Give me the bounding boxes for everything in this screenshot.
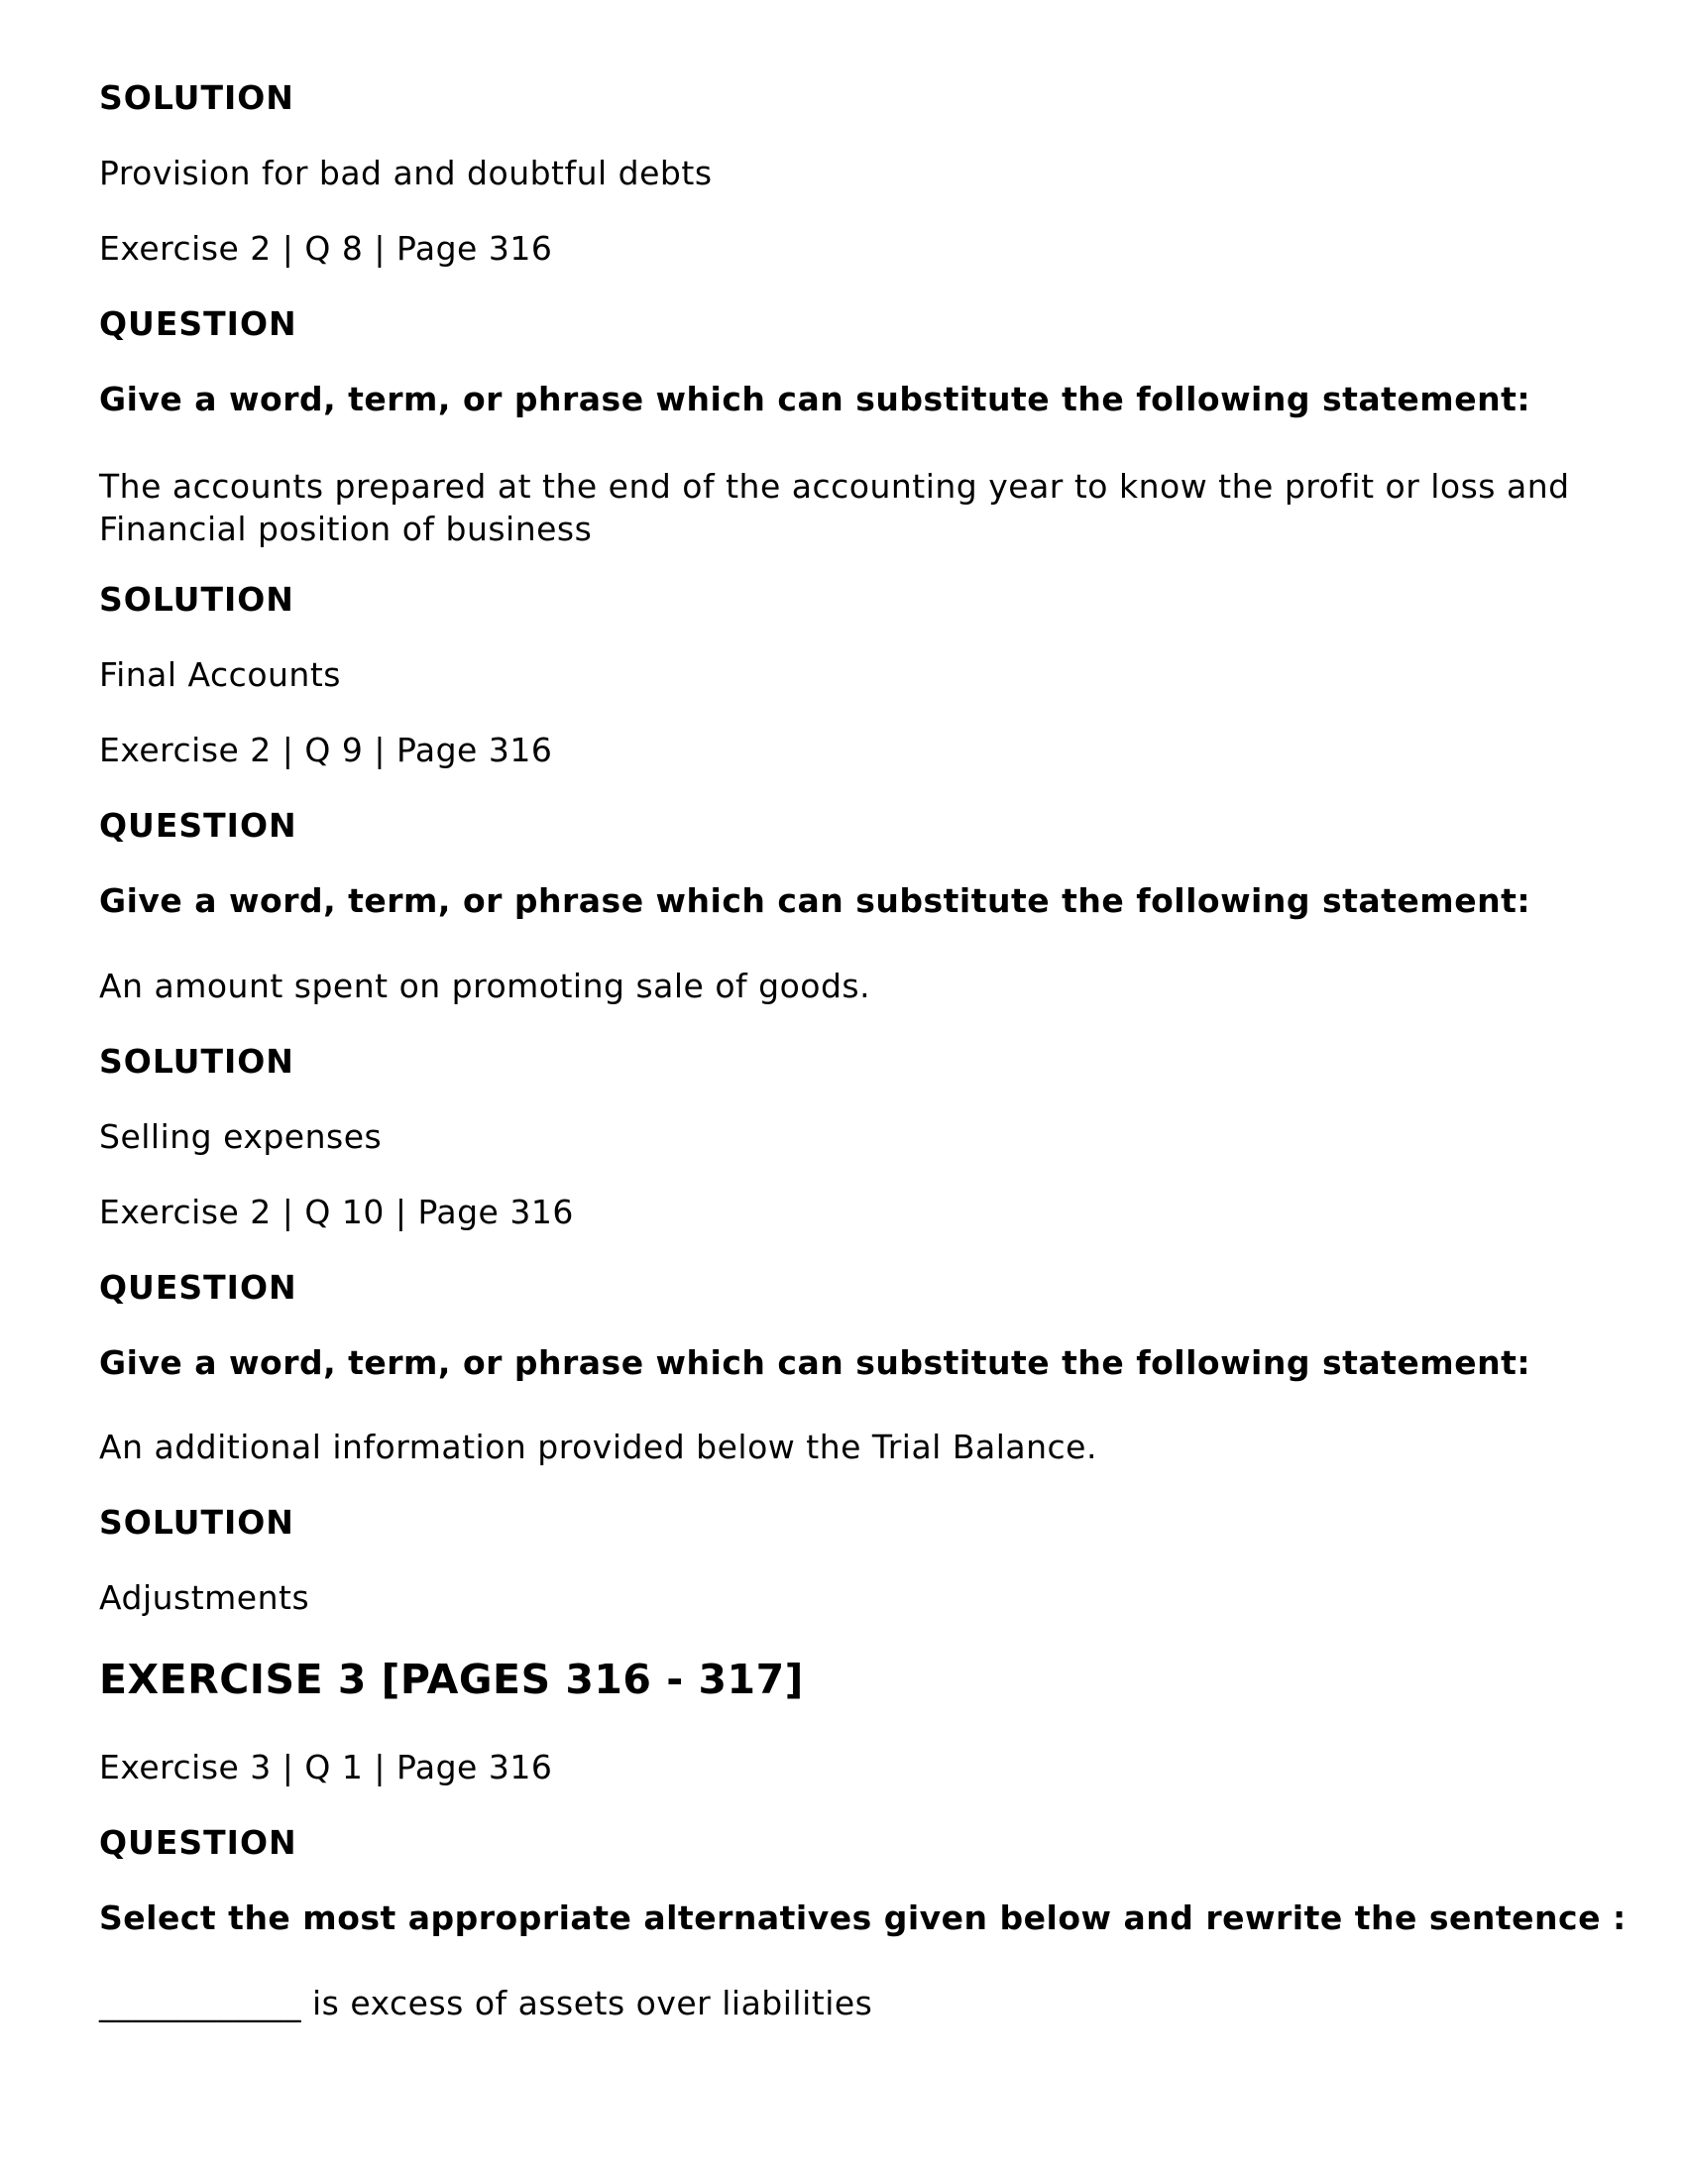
question-prompt: Give a word, term, or phrase which can substitute the following statement: — [99, 380, 1531, 418]
solution-answer: Selling expenses — [99, 1117, 383, 1156]
solution-answer: Adjustments — [99, 1578, 310, 1617]
question-label: QUESTION — [99, 304, 297, 343]
question-statement: The accounts prepared at the end of the accounting year to know the profit or loss and Financial position of business — [99, 467, 1570, 548]
solution-label: SOLUTION — [99, 78, 294, 117]
solution-answer: Provision for bad and doubtful debts — [99, 154, 713, 192]
solution-label: SOLUTION — [99, 1042, 294, 1081]
question-statement: An additional information provided below the Trial Balance. — [99, 1428, 1097, 1466]
solution-label: SOLUTION — [99, 580, 294, 619]
section-heading: EXERCISE 3 [PAGES 316 - 317] — [99, 1656, 804, 1703]
solution-label: SOLUTION — [99, 1503, 294, 1542]
question-label: QUESTION — [99, 1268, 297, 1307]
question-reference: Exercise 3 | Q 1 | Page 316 — [99, 1748, 553, 1786]
question-reference: Exercise 2 | Q 10 | Page 316 — [99, 1193, 574, 1231]
question-prompt: Give a word, term, or phrase which can substitute the following statement: — [99, 1343, 1531, 1382]
question-label: QUESTION — [99, 1823, 297, 1862]
question-statement: ____________ is excess of assets over liabilities — [99, 1984, 873, 2022]
question-prompt: Select the most appropriate alternatives given below and rewrite the sentence : — [99, 1898, 1627, 1937]
question-label: QUESTION — [99, 806, 297, 845]
question-reference: Exercise 2 | Q 9 | Page 316 — [99, 731, 553, 769]
question-prompt: Give a word, term, or phrase which can substitute the following statement: — [99, 881, 1531, 920]
question-statement: An amount spent on promoting sale of goods. — [99, 967, 871, 1005]
question-reference: Exercise 2 | Q 8 | Page 316 — [99, 229, 553, 268]
solution-answer: Final Accounts — [99, 655, 341, 694]
